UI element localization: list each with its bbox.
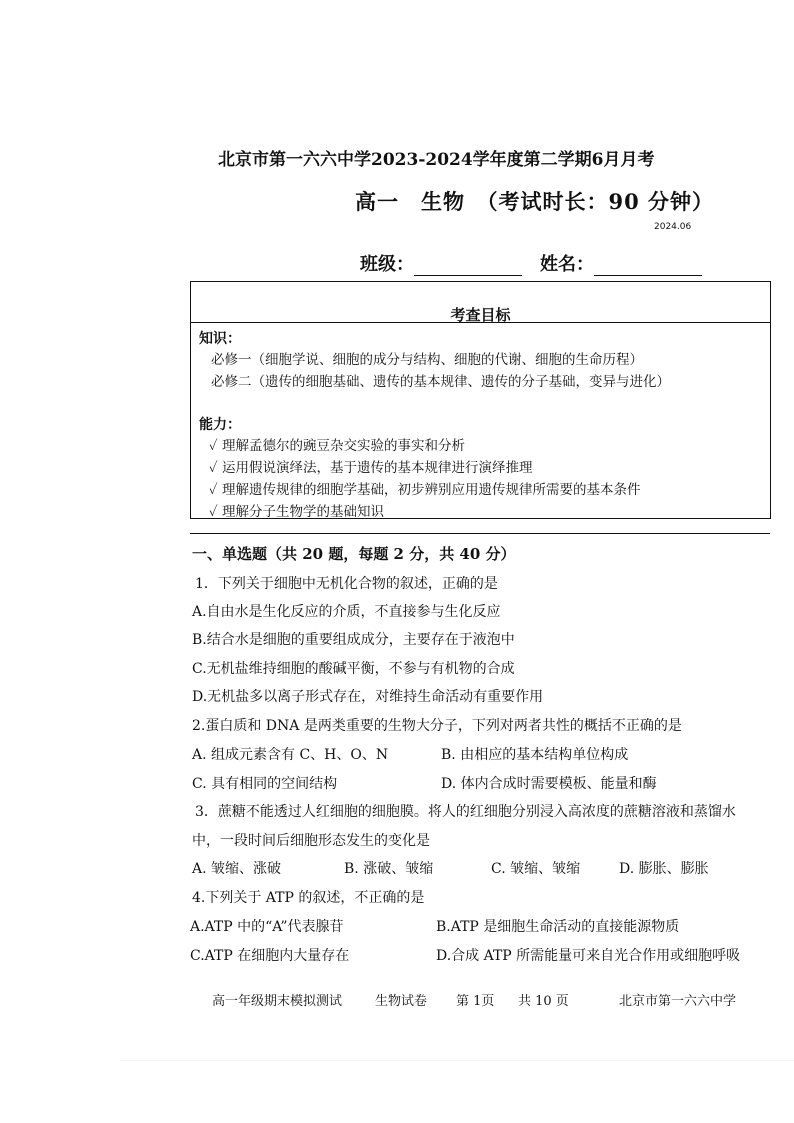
class-label: 班级： xyxy=(360,254,414,275)
q1-option-b: B.结合水是细胞的重要组成成分，主要存在于液泡中 xyxy=(192,632,515,648)
q2-option-c: C. 具有相同的空间结构 xyxy=(192,776,338,792)
section-divider xyxy=(190,533,770,534)
ability-item: ✓ 运用假说演绎法，基于遗传的基本规律进行演绎推理 xyxy=(209,460,533,476)
q1-option-c: C.无机盐维持细胞的酸碱平衡，不参与有机物的合成 xyxy=(192,661,515,677)
q3-option-c: C. 皱缩、皱缩 xyxy=(491,861,581,877)
q4-stem: 4.下列关于 ATP 的叙述，不正确的是 xyxy=(192,890,425,906)
objectives-box xyxy=(190,281,771,519)
q1-option-d: D.无机盐多以离子形式存在，对维持生命活动有重要作用 xyxy=(192,689,544,705)
q4-option-c: C.ATP 在细胞内大量存在 xyxy=(190,948,350,964)
q2-stem: 2.蛋白质和 DNA 是两类重要的生物大分子，下列对两者共性的概括不正确的是 xyxy=(192,718,682,734)
q2-option-d: D. 体内合成时需要模板、能量和酶 xyxy=(441,776,657,792)
footer-page: 第 1页 xyxy=(456,994,495,1009)
q1-stem: 1．下列关于细胞中无机化合物的叙述，正确的是 xyxy=(195,576,498,592)
exam-subtitle: 高一 生物 （考试时长：90 分钟） xyxy=(355,189,715,214)
q3-stem: 3．蔗糖不能透过人红细胞的细胞膜。将人的红细胞分别浸入高浓度的蔗糖溶液和蒸馏水 xyxy=(195,804,736,820)
scan-artifact-line xyxy=(120,1060,794,1061)
q4-option-b: B.ATP 是细胞生命活动的直接能源物质 xyxy=(436,919,680,935)
name-label: 姓名： xyxy=(540,254,594,275)
q2-option-b: B. 由相应的基本结构单位构成 xyxy=(441,747,629,763)
knowledge-item: 必修二（遗传的细胞基础、遗传的基本规律、遗传的分子基础，变异与进化） xyxy=(211,374,670,390)
ability-item: ✓ 理解孟德尔的豌豆杂交实验的事实和分析 xyxy=(209,438,465,454)
name-blank xyxy=(594,259,702,276)
q2-option-a: A. 组成元素含有 C、H、O、N xyxy=(192,747,389,763)
knowledge-label: 知识： xyxy=(199,331,241,347)
objectives-divider xyxy=(191,322,770,323)
q4-option-d: D.合成 ATP 所需能量可来自光合作用或细胞呼吸 xyxy=(436,948,741,964)
q3-option-a: A. 皱缩、涨破 xyxy=(192,861,282,877)
footer-exam: 高一年级期末模拟测试 xyxy=(212,994,343,1009)
exam-title: 北京市第一六六中学2023-2024学年度第二学期6月月考 xyxy=(218,150,655,170)
section-heading: 一、单选题（共 20 题，每题 2 分，共 40 分） xyxy=(192,545,516,563)
ability-item: ✓ 理解遗传规律的细胞学基础，初步辨别应用遗传规律所需要的基本条件 xyxy=(209,482,641,498)
q4-option-a: A.ATP 中的“A”代表腺苷 xyxy=(190,919,344,935)
q1-option-a: A.自由水是生化反应的介质，不直接参与生化反应 xyxy=(192,604,501,620)
footer-paper: 生物试卷 xyxy=(375,994,428,1009)
footer-school: 北京市第一六六中学 xyxy=(619,994,737,1009)
objectives-title: 考查目标 xyxy=(450,306,511,324)
student-info-line xyxy=(360,250,702,276)
knowledge-item: 必修一（细胞学说、细胞的成分与结构、细胞的代谢、细胞的生命历程） xyxy=(211,352,643,368)
q3-option-d: D. 膨胀、膨胀 xyxy=(619,861,709,877)
q3-option-b: B. 涨破、皱缩 xyxy=(344,861,434,877)
q3-stem-cont: 中，一段时间后细胞形态发生的变化是 xyxy=(192,833,430,849)
class-blank xyxy=(414,259,522,276)
footer-total: 共 10 页 xyxy=(518,994,569,1009)
exam-date: 2024.06 xyxy=(654,222,692,232)
ability-label: 能力： xyxy=(199,417,241,433)
ability-item: ✓ 理解分子生物学的基础知识 xyxy=(209,504,384,520)
